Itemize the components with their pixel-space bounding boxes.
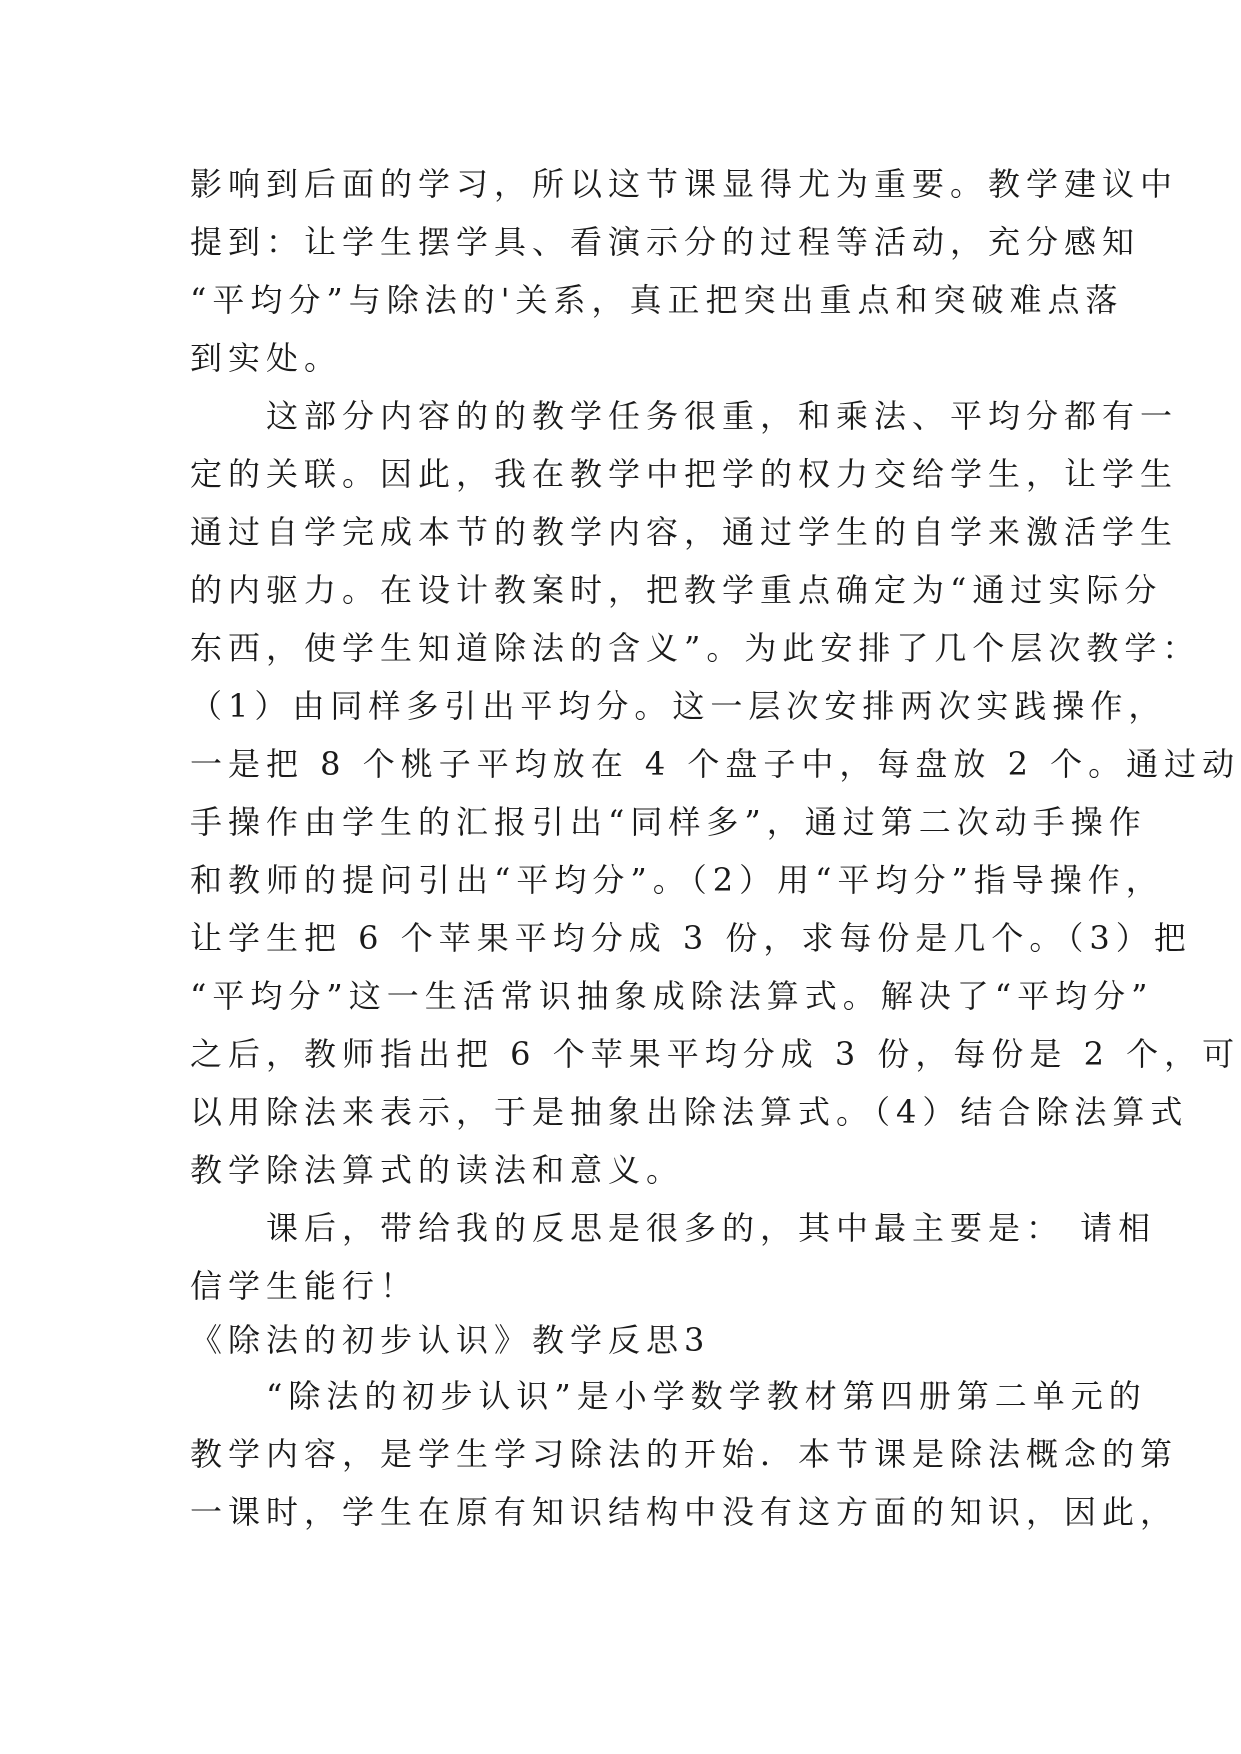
text-line: “平均分”与除法的'关系，真正把突出重点和突破难点落 (190, 281, 1124, 319)
text-line: 和教师的提问引出“平均分”。（2）用“平均分”指导操作， (190, 861, 1164, 899)
text-line: 信学生能行！ (190, 1267, 419, 1305)
text-line: 以用除法来表示，于是抽象出除法算式。（4）结合除法算式 (190, 1093, 1189, 1131)
text-line: 影响到后面的学习，所以这节课显得尤为重要。教学建议中 (190, 165, 1179, 203)
text-line: 一是把 8 个桃子平均放在 4 个盘子中，每盘放 2 个。通过动 (190, 745, 1241, 783)
text-line: “平均分”这一生活常识抽象成除法算式。解决了“平均分” (190, 977, 1154, 1015)
text-line: 一课时，学生在原有知识结构中没有这方面的知识，因此， (190, 1493, 1179, 1531)
text-line: 到实处。 (190, 339, 343, 377)
section-heading: 《除法的初步认识》教学反思3 (190, 1321, 711, 1359)
text-line: “除法的初步认识”是小学数学教材第四册第二单元的 (190, 1377, 1147, 1415)
text-line: 定的关联。因此，我在教学中把学的权力交给学生，让学生 (190, 455, 1179, 493)
text-line: 之后，教师指出把 6 个苹果平均分成 3 份，每份是 2 个，可 (190, 1035, 1241, 1073)
text-line: 这部分内容的的教学任务很重，和乘法、平均分都有一 (190, 397, 1179, 435)
text-line: 的内驱力。在设计教案时，把教学重点确定为“通过实际分 (190, 571, 1163, 609)
text-line: （1）由同样多引出平均分。这一层次安排两次实践操作， (190, 687, 1167, 725)
text-line: 教学内容，是学生学习除法的开始．本节课是除法概念的第 (190, 1435, 1179, 1473)
text-line: 通过自学完成本节的教学内容，通过学生的自学来激活学生 (190, 513, 1179, 551)
text-line: 让学生把 6 个苹果平均分成 3 份，求每份是几个。（3）把 (190, 919, 1192, 957)
text-line: 手操作由学生的汇报引出“同样多”，通过第二次动手操作 (190, 803, 1147, 841)
text-line: 提到：让学生摆学具、看演示分的过程等活动，充分感知 (190, 223, 1141, 261)
text-line: 教学除法算式的读法和意义。 (190, 1151, 685, 1189)
text-line: 东西，使学生知道除法的含义”。为此安排了几个层次教学： (190, 629, 1201, 667)
text-line: 课后，带给我的反思是很多的，其中最主要是： 请相 (190, 1209, 1157, 1247)
